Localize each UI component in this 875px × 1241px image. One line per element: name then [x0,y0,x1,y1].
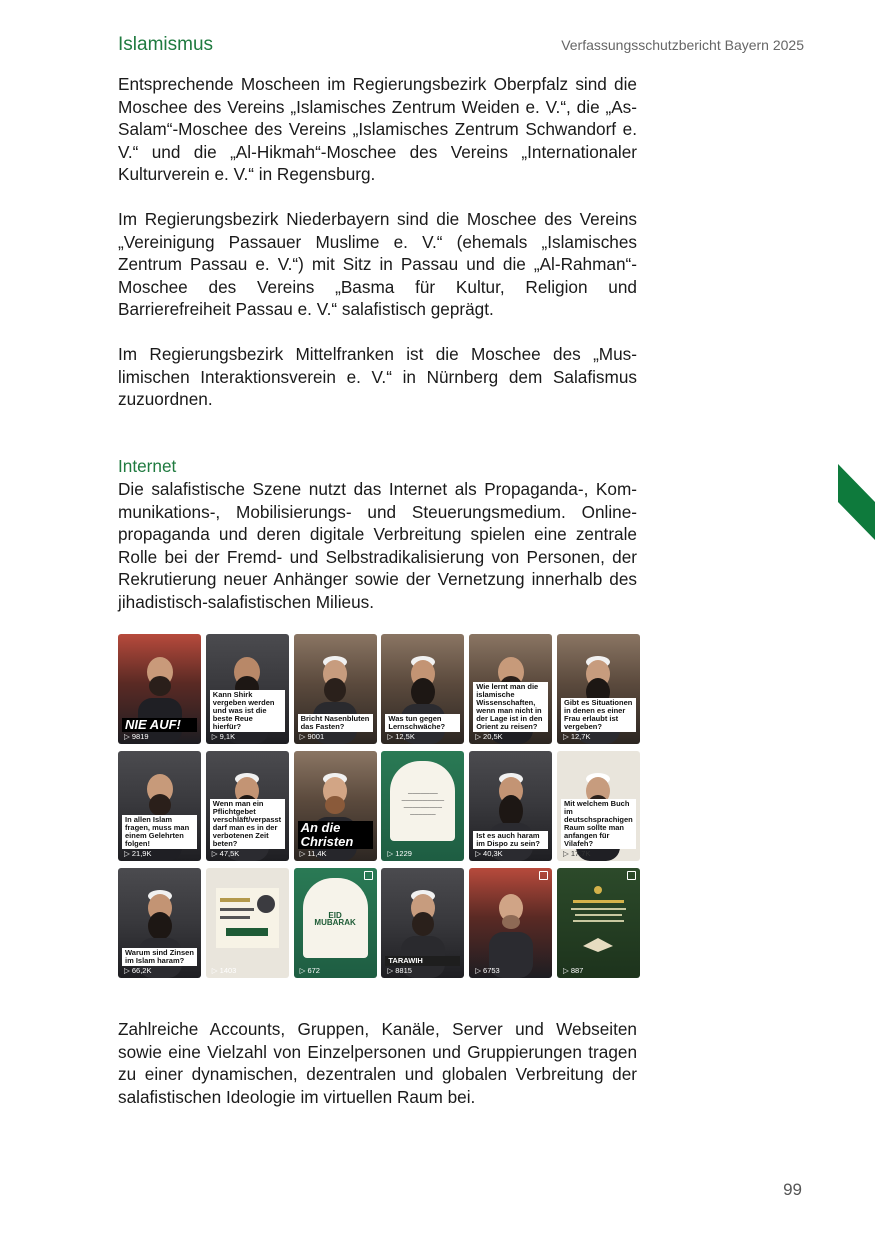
video-thumbnail [118,868,201,978]
video-caption: Kann Shirk vergeben werden und was ist die beste Reue hierfür? [210,690,285,732]
multi-image-icon [539,871,548,880]
video-thumbnail [381,634,464,744]
video-thumbnail [206,634,289,744]
video-thumbnail [557,868,640,978]
video-thumbnail [381,751,464,861]
video-thumbnail [206,868,289,978]
eid-card-graphic [303,878,368,958]
video-caption: TARAWIH [385,956,460,966]
view-count: ▷ 17,7K [562,849,591,858]
video-thumbnail [557,751,640,861]
subheading-internet: Internet [118,456,177,476]
video-thumbnail [469,751,552,861]
quran-graphic [565,882,632,960]
paragraph-internet: Die salafistische Szene nutzt das Internet als Propaganda-, Kommunikations-, Mobilisierungs- und Steuerungsmedium. Onlinepropaganda und deren digitale Verbreitung spielen eine zentrale Rolle bei der Fremd- und Selbstradikalisierung von Personen, der Rekrutierung neuer Anhänger sowie der Vernetzung innerhalb des jihadistisch-salafistischen Milieus. [118,479,637,612]
paragraph-closing: Zahlreiche Accounts, Gruppen, Kanäle, Server und Webseiten sowie eine Vielzahl von Einzelpersonen und Gruppierungen tragen zu einer dynamischen, dezentralen und globalen Verbreitung der salafistischen Ideologie im virtuellen Raum bei. [118,1019,637,1107]
video-thumbnail [294,634,377,744]
video-thumbnail [206,751,289,861]
view-count: ▷ 9819 [124,732,149,741]
video-thumbnail [469,634,552,744]
video-caption: NIE AUF! [122,718,197,732]
video-caption: Ist es auch haram im Dispo zu sein? [473,831,548,849]
view-count: ▷ 11,4K [299,849,327,858]
view-count: ▷ 47,5K [211,849,240,858]
video-thumbnail [381,868,464,978]
video-thumbnail [294,751,377,861]
video-caption: Gibt es Situationen in denen es einer Frau erlaubt ist vergeben? [561,698,636,732]
view-count: ▷ 672 [299,966,320,975]
view-count: ▷ 6753 [475,966,500,975]
chapter-tab-marker [838,464,875,540]
flyer-graphic [216,888,279,948]
multi-image-icon [364,871,373,880]
card-text-lines: ─────── ────────── ───────── ────── [401,791,445,818]
paragraph-oberpfalz: Entsprechende Moscheen im Regierungsbezirk Oberpfalz sind die Moschee des Vereins „Islamisches Zentrum Weiden e. V.“, die „As-Salam“-Moschee des Vereins „Islamisches Zentrum Schwandorf e. V.“ und die „Al-Hikmah“-Moschee des Vereins „Internationaler Kulturverein e. V.“ in Regensburg. [118,74,637,184]
view-count: ▷ 20,5K [475,732,503,741]
eid-card-title: EID MUBARAK [314,911,356,927]
view-count: ▷ 12,5K [387,732,415,741]
page-number: 99 [783,1180,802,1199]
video-caption: Bricht Nasenbluten das Fasten? [298,714,373,732]
page-header [118,34,804,58]
view-count: ▷ 1229 [387,849,412,858]
video-thumbnail [557,634,640,744]
speaker-figure [485,882,537,978]
view-count: ▷ 9,1K [211,732,236,741]
view-count: ▷ 66,2K [124,966,152,975]
view-count: ▷ 21,9K [124,849,152,858]
view-count: ▷ 40,3K [475,849,503,858]
video-thumbnail [118,634,201,744]
video-thumbnail-grid [118,634,640,979]
multi-image-icon [627,871,636,880]
view-count: ▷ 887 [562,966,584,975]
view-count: ▷ 12,7K [562,732,591,741]
report-title: Verfassungsschutzbericht Bayern 2025 [561,37,804,53]
view-count: ▷ 8815 [387,966,412,975]
view-count: ▷ 9001 [299,732,325,741]
video-thumbnail [469,868,552,978]
video-thumbnail [118,751,201,861]
section-title: Islamismus [118,34,214,55]
text-card-graphic [390,761,455,841]
view-count: ▷ 1403 [211,966,237,975]
video-caption: Was tun gegen Lernschwäche? [385,714,460,732]
paragraph-niederbayern: Im Regierungsbezirk Niederbayern sind die Moschee des Vereins „Vereinigung Passauer Muslime e. V.“ (ehemals „Islamisches Zentrum Passau e. V.“) mit Sitz in Passau und die „Al-Rahman“-Moschee des Vereins „Basma für Kultur, Religion und Barrierefreiheit Passau e. V.“ salafistisch geprägt. [118,209,637,319]
video-thumbnail [294,868,377,978]
video-caption: Warum sind Zinsen im Islam haram? [122,948,197,966]
video-caption: In allen Islam fragen, muss man einem Gelehrten folgen! [122,815,197,849]
video-caption: Mit welchem Buch im deutschsprachigen Raum sollte man anfangen für Vilafeh? [561,799,636,849]
video-caption: Wie lernt man die islamische Wissenschaften, wenn man nicht in der Lage ist in den Orient zu reisen? [473,682,548,732]
video-caption: An die Christen [298,821,373,849]
video-caption: Wenn man ein Pflichtgebet verschläft/verpasst darf man es in der verbotenen Zeit beten? [210,799,285,849]
paragraph-mittelfranken: Im Regierungsbezirk Mittelfranken ist die Moschee des „Muslimischen Interaktionsverein e. V.“ in Nürnberg dem Salafismus zuzuordnen. [118,344,637,409]
